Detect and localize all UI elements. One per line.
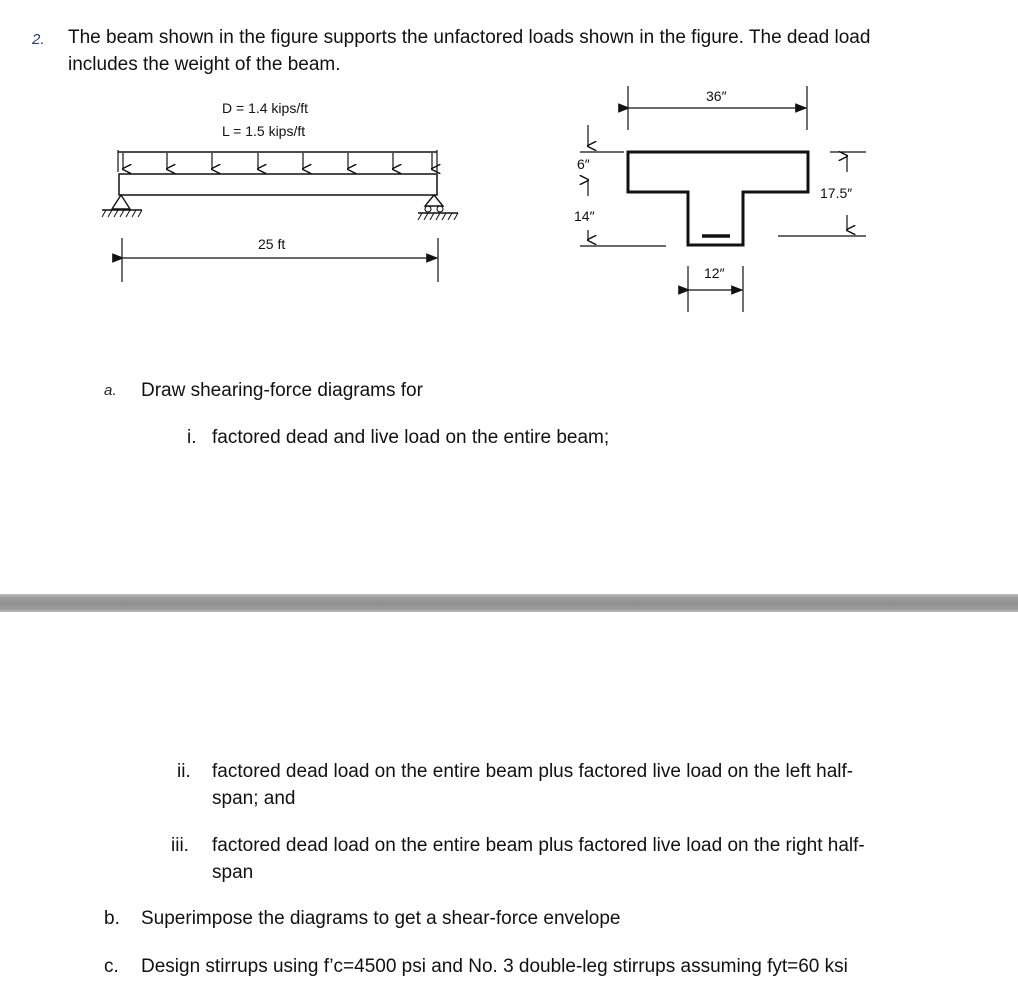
distributed-load: [118, 150, 437, 172]
depth-dimensions-left: [580, 125, 666, 246]
web-depth-label: 14″: [574, 208, 595, 224]
part-a-marker: a.: [104, 382, 117, 399]
live-load-label: L = 1.5 kips/ft: [222, 123, 306, 139]
part-c-text: Design stirrups using f’c=4500 psi and No. 3 double-leg stirrups assuming fyt=60 ksi: [141, 956, 848, 977]
problem-number: 2.: [32, 31, 45, 48]
dead-load-label: D = 1.4 kips/ft: [222, 100, 308, 116]
item-i-text: factored dead and live load on the entire beam;: [212, 427, 610, 448]
problem-statement-line1: The beam shown in the figure supports the unfactored loads shown in the figure. The dead load: [68, 27, 871, 48]
effective-depth-label: 17.5″: [820, 185, 853, 201]
item-ii-text-line1: factored dead load on the entire beam plus factored live load on the left half-: [212, 761, 854, 782]
pin-support-left: [102, 195, 142, 217]
part-b-marker: b.: [104, 908, 120, 929]
problem-statement-line2: includes the weight of the beam.: [68, 54, 341, 75]
web-width-label: 12″: [704, 265, 725, 281]
item-ii-marker: ii.: [177, 761, 191, 782]
part-b-text: Superimpose the diagrams to get a shear-force envelope: [141, 908, 621, 929]
load-arrows: [123, 153, 432, 169]
part-c-marker: c.: [104, 956, 119, 977]
roller-support-right: [418, 195, 458, 220]
flange-thickness-label: 6″: [577, 156, 590, 172]
span-label: 25 ft: [258, 236, 286, 252]
beam-figure: [0, 0, 1018, 330]
item-iii-text-line1: factored dead load on the entire beam plus factored live load on the right half-: [212, 835, 865, 856]
t-section-outline: [628, 152, 808, 245]
item-ii-text-line2: span; and: [212, 788, 296, 809]
item-iii-text-line2: span: [212, 862, 254, 883]
item-i-marker: i.: [187, 427, 197, 448]
item-iii-marker: iii.: [171, 835, 189, 856]
flange-width-label: 36″: [706, 88, 727, 104]
part-a-text: Draw shearing-force diagrams for: [141, 380, 423, 401]
beam: [119, 174, 437, 195]
page-break-bar: [0, 594, 1018, 612]
